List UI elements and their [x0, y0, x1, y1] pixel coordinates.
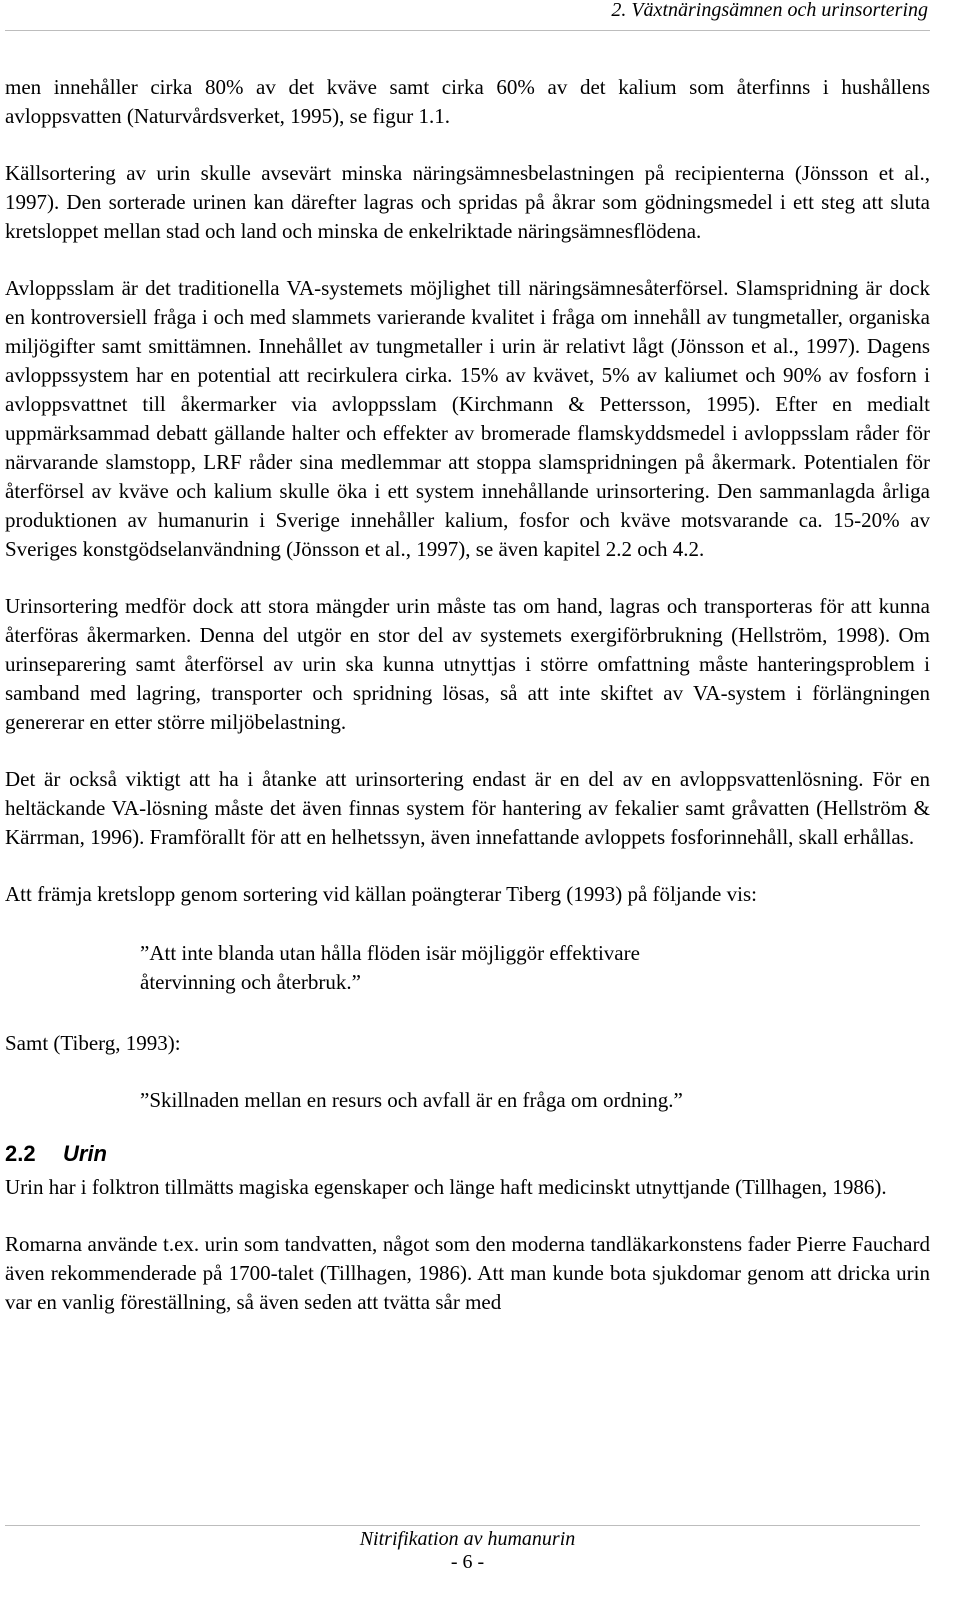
quote-attribution: Samt (Tiberg, 1993): — [5, 1031, 181, 1055]
section-heading — [5, 1139, 930, 1169]
paragraph-avloppsvattenlosning: Det är också viktigt att ha i åtanke att urinsortering endast är en del av en avloppsvattenlösning. För en heltäckande VA-lösning måste det även finnas system för hantering av fekalier samt gråvatten (Hellström & Kärrman, 1996). Framförallt för att en helhetssyn, även innefattande avloppets fosforinnehåll, skall erhållas. — [5, 767, 930, 849]
page-body — [5, 73, 930, 1317]
block-quote-first: ”Att inte blanda utan hålla flöden isär möjliggör effektivare återvinning och återbruk.” — [140, 941, 640, 994]
section-title: Urin — [63, 1141, 107, 1166]
paragraph-avloppsslam: Avloppsslam är det traditionella VA-systemets möjlighet till näringsämnesåterförsel. Slamspridning är dock en kontroversiell fråga i och med slammets varierande kvalitet i fråga om innehåll av tungmetaller, organiska miljögifter samt smittämnen. Innehållet av tungmetaller i urin är relativt lågt (Jönsson et al., 1997). Dagens avloppssystem har en potential att recirkulera cirka. 15% av kvävet, 5% av kaliumet och 90% av fosforn i avloppsvattnet till åkermarker via avloppsslam (Kirchmann & Pettersson, 1995). Efter en medialt uppmärksammad debatt gällande halter och effekter av bromerade flamskyddsmedel i avloppsslam råder för närvarande slamstopp, LRF råder sina medlemmar att stoppa slamspridningen på åkermark. Potentialen för återförsel av kväve och kalium skulle öka i ett system innehållande urinsortering. Den sammanlagda årliga produktionen av humanurin i Sverige innehåller kalium, fosfor och kväve motsvarande ca. 15-20% av Sveriges konstgödselanvändning (Jönsson et al., 1997), se även kapitel 2.2 och 4.2. — [5, 276, 930, 561]
page-number: - 6 - — [450, 1551, 485, 1573]
running-header: 2. Växtnäringsämnen och urinsortering — [611, 0, 928, 21]
paragraph-romarna: Romarna använde t.ex. urin som tandvatten, något som den moderna tandläkarkonstens fader Pierre Fauchard även rekommenderade på 1700-talet (Tillhagen, 1986). Att man kunde bota sjukdomar genom att dricka urin var en vanlig föreställning, så även seden att tvätta sår med — [5, 1232, 930, 1314]
header-rule — [5, 30, 930, 31]
footer-rule — [5, 1525, 920, 1526]
paragraph-kallsortering: Källsortering av urin skulle avsevärt minska näringsämnesbelastningen på recipienterna (Jönsson et al., 1997). Den sorterade urinen kan därefter lagras och spridas på åkrar som gödningsmedel i ett steg att sluta kretsloppet mellan stad och land och minska de enkelriktade näringsämnesflödena. — [5, 161, 930, 243]
block-quote-second: ”Skillnaden mellan en resurs och avfall är en fråga om ordning.” — [140, 1088, 683, 1112]
paragraph-folktron: Urin har i folktron tillmätts magiska egenskaper och länge haft medicinskt utnyttjande (Tillhagen, 1986). — [5, 1175, 887, 1199]
paragraph-tiberg-intro: Att främja kretslopp genom sortering vid källan poängterar Tiberg (1993) på följande vis: — [5, 882, 757, 906]
footer-title: Nitrifikation av humanurin — [359, 1528, 576, 1550]
paragraph-continuation: men innehåller cirka 80% av det kväve samt cirka 60% av det kalium som återfinns i hushållens avloppsvatten (Naturvårdsverket, 1995), se figur 1.1. — [5, 75, 930, 128]
quote-block — [5, 939, 930, 1139]
paragraph-urinsortering: Urinsortering medför dock att stora mängder urin måste tas om hand, lagras och transporteras för att kunna återföras åkermarken. Denna del utgör en stor del av systemets exergiförbrukning (Hellström, 1998). Om urinseparering samt återförsel av urin ska kunna utnyttjas i större omfattning måste hanteringsproblem i samband med lagring, transporter och spridning lösas, så att inte skiftet av VA-system i förlängningen genererar en etter större miljöbelastning. — [5, 594, 930, 734]
section-number: 2.2 — [5, 1141, 36, 1166]
